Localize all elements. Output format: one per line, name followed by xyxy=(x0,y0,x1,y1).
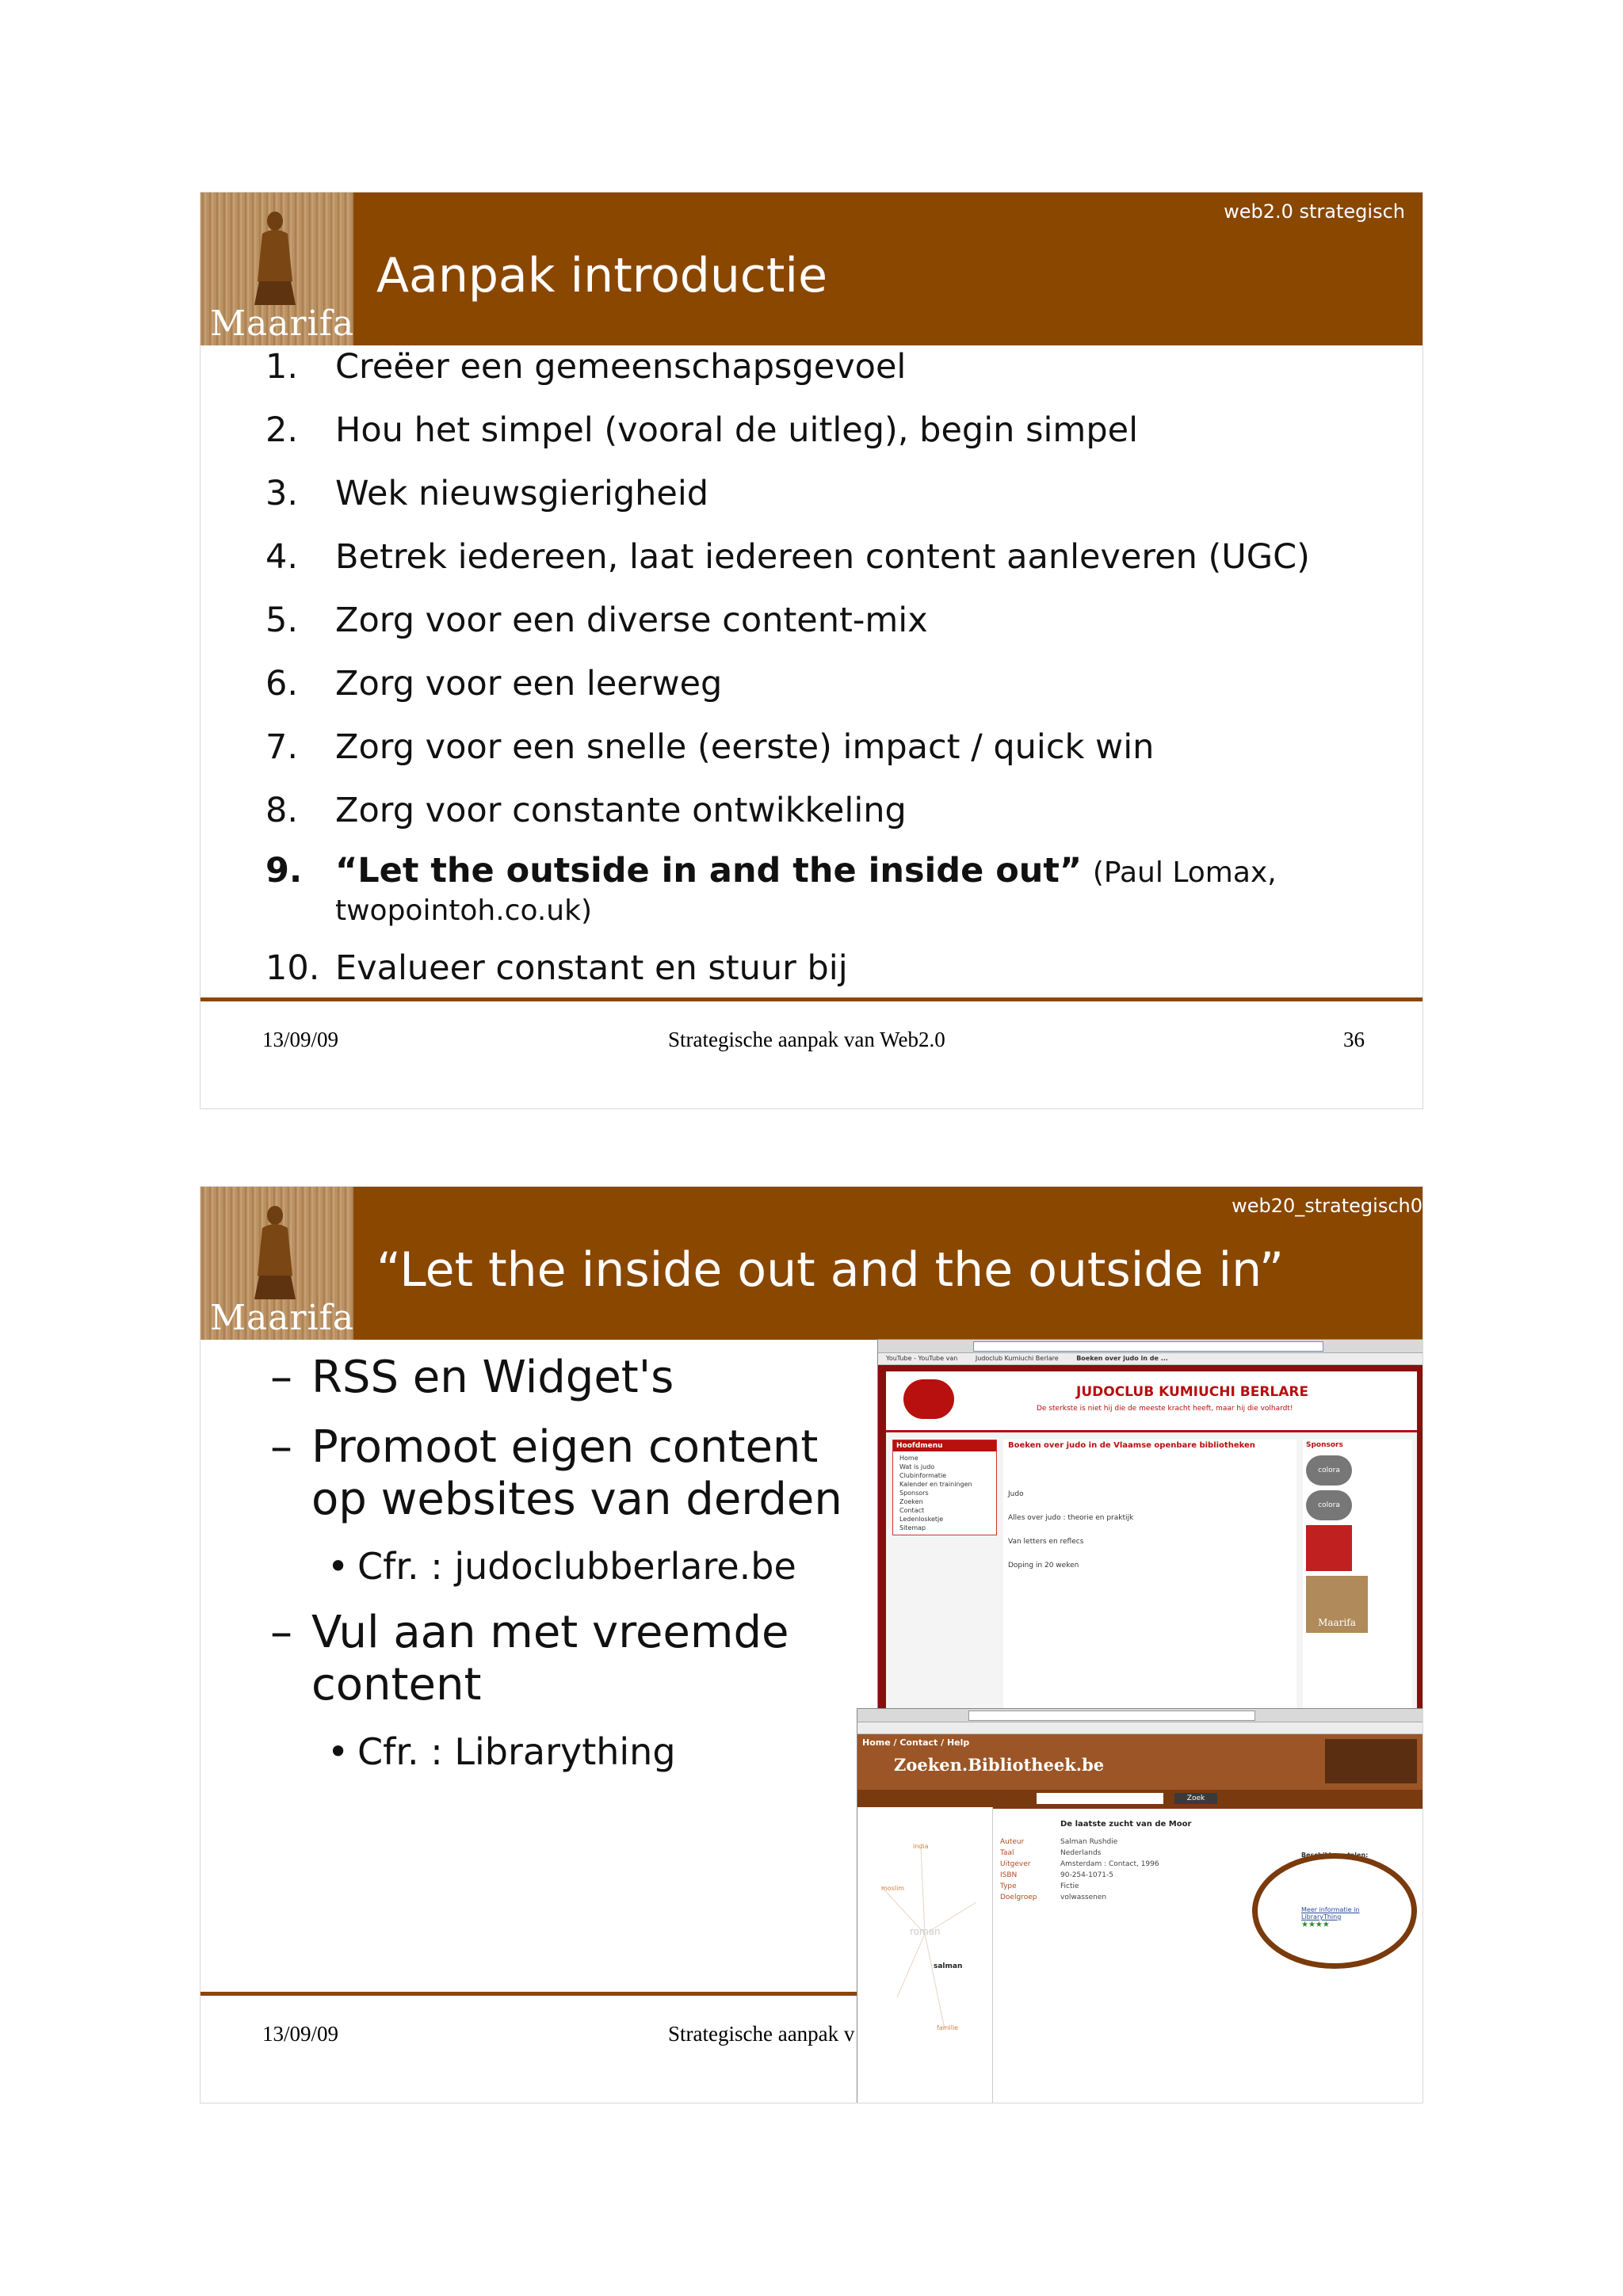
statue-icon xyxy=(248,210,302,307)
bibliotheek-banner xyxy=(857,1734,1423,1790)
field-value: Nederlands xyxy=(1060,1849,1102,1857)
list-item xyxy=(265,787,1310,834)
intro-steps-list xyxy=(265,343,1310,1008)
field-label: Uitgever xyxy=(1000,1860,1031,1868)
list-item xyxy=(265,470,1310,517)
footer-title: Strategische aanpak van Web2.0 xyxy=(668,1028,945,1051)
menu-item[interactable]: Wat is judo xyxy=(899,1463,935,1470)
tag-word[interactable]: roman xyxy=(910,1926,941,1937)
field-value: Salman Rushdie xyxy=(1060,1838,1118,1846)
menu-item[interactable]: Ledenlosketje xyxy=(899,1516,944,1523)
menu-item[interactable]: Kalender en trainingen xyxy=(899,1481,972,1488)
judoclub-subheader: De sterkste is niet hij die de meeste kracht heeft, maar hij die volhardt! xyxy=(1037,1405,1293,1413)
book-item[interactable]: Alles over judo : theorie en praktijk xyxy=(1008,1514,1134,1522)
browser-tabs xyxy=(857,1722,1423,1734)
item-number: 1. xyxy=(265,347,299,387)
footer-date: 13/09/09 xyxy=(262,1028,339,1051)
slide-title: Aanpak introductie xyxy=(376,248,828,303)
field-label: Taal xyxy=(1000,1849,1014,1857)
sponsor-logo[interactable]: colora xyxy=(1306,1455,1352,1486)
menu-item[interactable]: Home xyxy=(899,1455,918,1462)
widget-title: Boeken over judo in de Vlaamse openbare bibliotheken xyxy=(1008,1441,1255,1450)
tag-cloud-panel xyxy=(857,1807,993,2103)
page-number: 36 xyxy=(1343,1028,1365,1051)
list-item xyxy=(265,406,1310,454)
search-button[interactable]: Zoek xyxy=(1174,1793,1217,1804)
menu-title: Hoofdmenu xyxy=(893,1440,996,1451)
item-number: 3. xyxy=(265,474,299,513)
librarything-link[interactable]: Meer informatie in LibraryThing xyxy=(1301,1906,1360,1920)
slide-header xyxy=(200,193,1423,345)
statue-icon xyxy=(248,1204,302,1301)
bibliotheek-site-title: Zoeken.Bibliotheek.be xyxy=(894,1755,1105,1775)
debib-logo xyxy=(1325,1739,1417,1783)
slide-header xyxy=(200,1187,1423,1340)
menu-item[interactable]: Sitemap xyxy=(899,1524,926,1531)
list-item xyxy=(265,660,1310,707)
footer-title: Strategische aanpak v xyxy=(668,2022,855,2046)
search-input[interactable] xyxy=(1037,1793,1163,1804)
bullet-mark: • xyxy=(327,1730,349,1773)
list-item xyxy=(265,944,1310,992)
list-item xyxy=(265,343,1310,391)
tag-word[interactable]: familie xyxy=(937,2024,959,2031)
slide-37 xyxy=(200,1186,1423,2103)
book-fields xyxy=(1000,1836,1262,1903)
slide-tag: web20_strategisch0 xyxy=(1232,1195,1423,1217)
bibliotheek-nav[interactable]: Home / Contact / Help xyxy=(862,1737,970,1748)
item-text: Evalueer constant en stuur bij xyxy=(335,948,848,988)
address-bar xyxy=(973,1341,1323,1352)
field-value: Amsterdam : Contact, 1996 xyxy=(1060,1860,1159,1868)
menu-item[interactable]: Contact xyxy=(899,1507,925,1514)
judoclub-page xyxy=(886,1371,1417,1712)
book-list xyxy=(1008,1489,1292,1570)
item-source-url: twopointoh.co.uk) xyxy=(335,894,593,927)
judoclub-banner xyxy=(886,1371,1417,1432)
menu-items xyxy=(893,1451,996,1535)
book-item[interactable]: Van letters en reflecs xyxy=(1008,1538,1084,1546)
footer-date: 13/09/09 xyxy=(262,2022,339,2046)
browser-tab: Judoclub Kumiuchi Berlare xyxy=(975,1355,1059,1362)
item-number: 5. xyxy=(265,601,299,640)
item-number: 8. xyxy=(265,791,299,830)
browser-tab: YouTube - YouTube van xyxy=(886,1355,958,1362)
address-bar xyxy=(968,1711,1255,1721)
judoclub-logo xyxy=(903,1379,954,1419)
item-text: Betrek iedereen, laat iedereen content aanleveren (UGC) xyxy=(335,537,1310,577)
sponsors-title: Sponsors xyxy=(1306,1441,1343,1449)
sponsor-logo[interactable]: Maarifa xyxy=(1306,1576,1368,1633)
item-number: 6. xyxy=(265,664,299,704)
list-item xyxy=(265,597,1310,644)
logo-text: Maarifa xyxy=(210,1298,355,1338)
browser-tabs xyxy=(878,1353,1423,1365)
book-field xyxy=(1000,1836,1262,1848)
sponsors-panel xyxy=(1303,1440,1412,1709)
item-text: Zorg voor een snelle (eerste) impact / quick win xyxy=(335,727,1155,767)
field-value: 90-254-1071-5 xyxy=(1060,1871,1114,1879)
bullet-item xyxy=(270,1421,882,1526)
item-text: Zorg voor een leerweg xyxy=(335,664,723,704)
menu-item[interactable]: Sponsors xyxy=(899,1489,929,1497)
judoclub-books-widget xyxy=(1003,1440,1296,1709)
tag-word[interactable]: india xyxy=(913,1843,929,1850)
field-label: ISBN xyxy=(1000,1871,1018,1879)
maarifa-logo xyxy=(200,193,353,345)
browser-toolbar xyxy=(857,1709,1423,1722)
judoclub-menu xyxy=(892,1440,997,1535)
judoclub-website-screenshot xyxy=(877,1339,1423,1713)
browser-tab: Boeken over judo in de ... xyxy=(1076,1355,1168,1362)
field-value: volwassenen xyxy=(1060,1894,1107,1901)
bullet-text: Cfr. : Librarything xyxy=(357,1730,676,1773)
item-number: 10. xyxy=(265,948,320,988)
tag-word[interactable]: moslim xyxy=(881,1885,905,1892)
field-label: Doelgroep xyxy=(1000,1894,1037,1901)
browser-toolbar xyxy=(878,1340,1423,1353)
bullet-mark: – xyxy=(270,1352,292,1403)
field-value: Fictie xyxy=(1060,1882,1079,1890)
item-text: Zorg voor een diverse content-mix xyxy=(335,601,928,640)
bullet-text: RSS en Widget's xyxy=(311,1352,674,1403)
list-item-highlight xyxy=(265,850,1310,929)
book-item[interactable]: Judo xyxy=(1008,1490,1024,1498)
bullet-text: Promoot eigen content op websites van derden xyxy=(311,1421,842,1525)
tag-word[interactable]: salman xyxy=(934,1962,963,1970)
book-field xyxy=(1000,1859,1262,1870)
list-item xyxy=(265,723,1310,771)
logo-text: Maarifa xyxy=(210,303,355,344)
slide-title: “Let the inside out and the outside in” xyxy=(376,1242,1284,1298)
item-number: 2. xyxy=(265,410,299,450)
highlight-circle xyxy=(1252,1853,1417,1969)
book-detail xyxy=(1000,1812,1262,1903)
book-field xyxy=(1000,1870,1262,1881)
bullet-text: Vul aan met vreemde content xyxy=(311,1607,789,1711)
item-number: 4. xyxy=(265,537,299,577)
judoclub-header: JUDOCLUB KUMIUCHI BERLARE xyxy=(1076,1384,1309,1400)
maarifa-logo xyxy=(200,1187,353,1340)
item-text: Hou het simpel (vooral de uitleg), begin simpel xyxy=(335,410,1139,450)
list-item xyxy=(265,533,1310,581)
menu-item[interactable]: Clubinformatie xyxy=(899,1472,947,1479)
bullet-mark: – xyxy=(270,1421,292,1473)
bullet-mark: • xyxy=(327,1545,349,1588)
search-bar xyxy=(857,1790,1423,1809)
item-number: 9. xyxy=(265,851,303,891)
item-source: (Paul Lomax, xyxy=(1092,856,1277,889)
footer-rule xyxy=(200,997,1423,1001)
book-item[interactable]: Doping in 20 weken xyxy=(1008,1562,1079,1569)
book-field xyxy=(1000,1881,1262,1892)
item-text: Zorg voor constante ontwikkeling xyxy=(335,791,907,830)
rating-stars: ★★★★ xyxy=(1301,1920,1330,1929)
field-label: Type xyxy=(1000,1882,1017,1890)
bibliotheek-website-screenshot xyxy=(857,1708,1423,2103)
book-field xyxy=(1000,1848,1262,1859)
item-text: Wek nieuwsgierigheid xyxy=(335,474,709,513)
item-number: 7. xyxy=(265,727,299,767)
sponsor-logo[interactable]: colora xyxy=(1306,1490,1352,1520)
item-text: “Let the outside in and the inside out” xyxy=(335,851,1083,891)
field-label: Auteur xyxy=(1000,1838,1025,1846)
sponsor-logo[interactable] xyxy=(1306,1525,1352,1571)
slide-36 xyxy=(200,192,1423,1109)
bullet-item xyxy=(270,1607,850,1711)
slide-tag: web2.0 strategisch xyxy=(1224,200,1405,223)
availability-title: Beschikbare talen: xyxy=(1301,1852,1369,1859)
menu-item[interactable]: Zoeken xyxy=(899,1498,923,1505)
item-text: Creëer een gemeenschapsgevoel xyxy=(335,347,907,387)
book-field xyxy=(1000,1892,1262,1903)
bullet-mark: – xyxy=(270,1607,292,1658)
bullet-text: Cfr. : judoclubberlare.be xyxy=(357,1545,796,1588)
book-title: De laatste zucht van de Moor xyxy=(1060,1820,1192,1829)
